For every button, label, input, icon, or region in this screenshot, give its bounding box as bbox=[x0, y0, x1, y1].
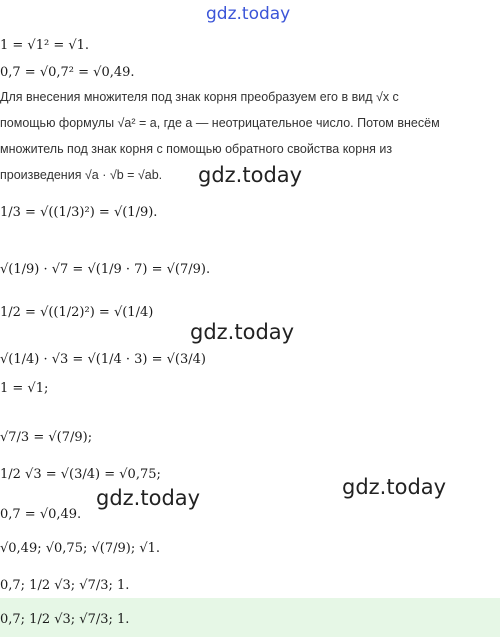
watermark: gdz.today bbox=[190, 320, 295, 344]
equation-comparison-roots: √0,49; √0,75; √(7/9); √1. bbox=[0, 541, 161, 556]
equation-half-sqrt3: 1/2 √3 = √(3/4) = √0,75; bbox=[0, 467, 161, 482]
paragraph-line-1: Для внесения множителя под знак корня преобразуем его в вид √x с bbox=[0, 90, 399, 104]
watermark: gdz.today bbox=[96, 486, 201, 510]
watermark: gdz.today bbox=[342, 475, 447, 499]
watermark-top: gdz.today bbox=[206, 4, 291, 24]
equation-sqrt-one-ninth-times-sqrt-7: √(1/9) · √7 = √(1/9 · 7) = √(7/9). bbox=[0, 262, 211, 277]
watermark: gdz.today bbox=[198, 163, 303, 187]
equation-sqrt7-over-3: √7/3 = √(7/9); bbox=[0, 430, 93, 445]
paragraph-line-4: произведения √a · √b = √ab. bbox=[0, 168, 163, 182]
equation-line-2: 0,7 = √0,7² = √0,49. bbox=[0, 65, 135, 80]
equation-one-third: 1/3 = √((1/3)²) = √(1/9). bbox=[0, 205, 158, 220]
equation-sqrt-one-quarter-times-sqrt-3: √(1/4) · √3 = √(1/4 · 3) = √(3/4) bbox=[0, 352, 206, 367]
paragraph-line-3: множитель под знак корня с помощью обратного свойства корня из bbox=[0, 142, 393, 156]
equation-line-1: 1 = √1² = √1. bbox=[0, 38, 90, 53]
final-answer: 0,7; 1/2 √3; √7/3; 1. bbox=[0, 612, 130, 627]
equation-one: 1 = √1; bbox=[0, 381, 49, 396]
explanation-paragraph bbox=[0, 84, 500, 188]
equation-zero-seven: 0,7 = √0,49. bbox=[0, 507, 82, 522]
equation-ordered-values: 0,7; 1/2 √3; √7/3; 1. bbox=[0, 578, 130, 593]
equation-one-half: 1/2 = √((1/2)²) = √(1/4) bbox=[0, 305, 154, 320]
paragraph-line-2: помощью формулы √a² = a, где a — неотрицательное число. Потом внесём bbox=[0, 116, 440, 130]
